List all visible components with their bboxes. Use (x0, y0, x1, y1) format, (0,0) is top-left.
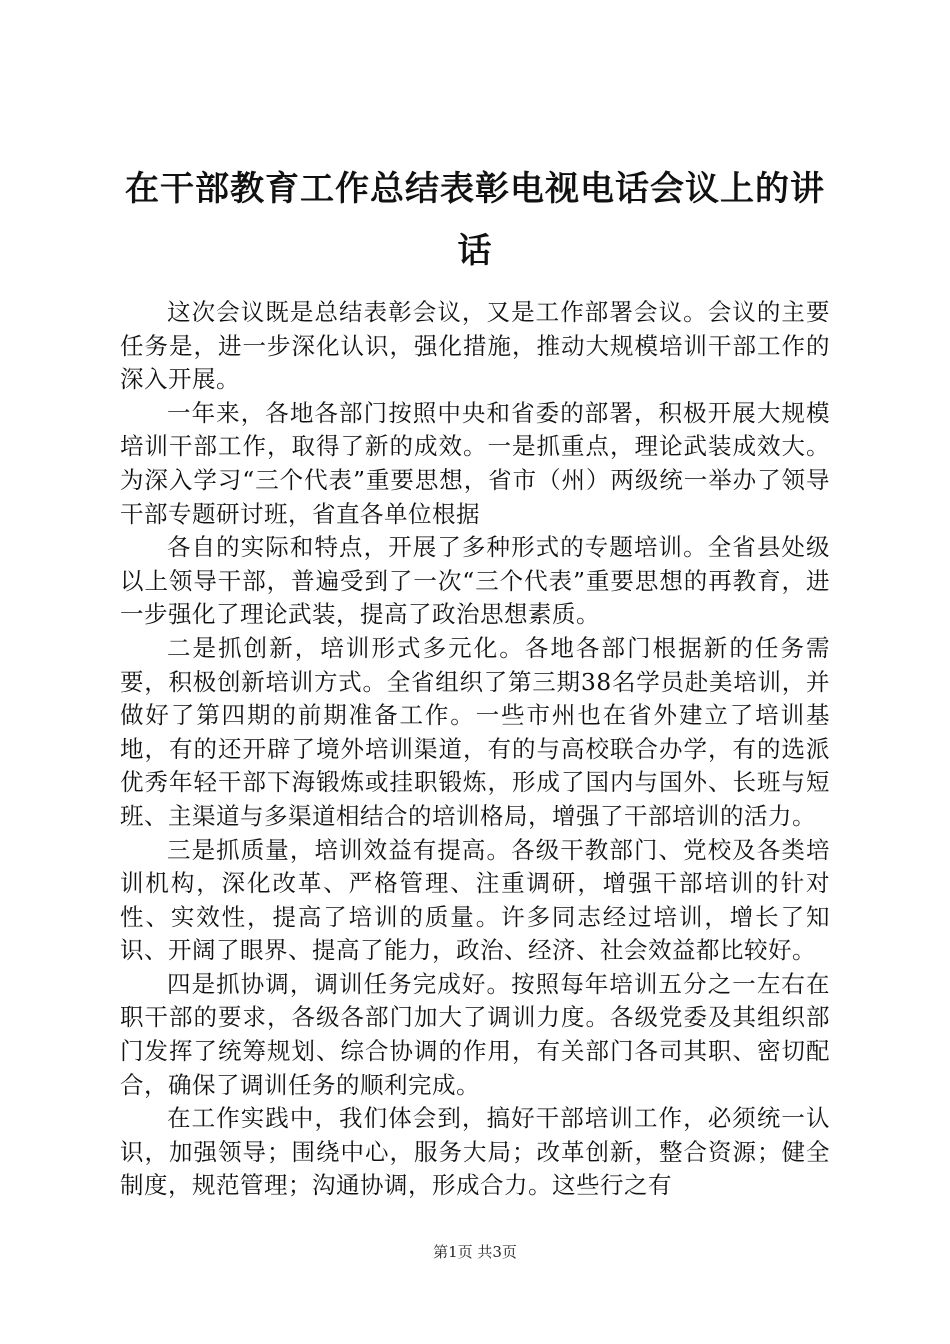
document-title: 在干部教育工作总结表彰电视电话会议上的讲话 (125, 169, 825, 271)
paragraph-2: 一年来，各地各部门按照中央和省委的部署，积极开展大规模培训干部工作，取得了新的成效。一是抓重点，理论武装成效大。为深入学习“三个代表”重要思想，省市（州）两级统一举办了领导干部专题研讨班，省直各单位根据 (120, 398, 830, 528)
paragraph-7: 在工作实践中，我们体会到，搞好干部培训工作，必须统一认识，加强领导；围绕中心，服务大局；改革创新，整合资源；健全制度，规范管理；沟通协调，形成合力。这些行之有 (120, 1104, 830, 1200)
paragraph-6: 四是抓协调，调训任务完成好。按照每年培训五分之一左右在职干部的要求，各级各部门加大了调训力度。各级党委及其组织部门发挥了统筹规划、综合协调的作用，有关部门各司其职、密切配合，确保了调训任务的顺利完成。 (120, 969, 830, 1099)
paragraph-1: 这次会议既是总结表彰会议，又是工作部署会议。会议的主要任务是，进一步深化认识，强化措施，推动大规模培训干部工作的深入开展。 (120, 298, 830, 394)
page-number-footer: 第1页 共3页 (433, 1243, 517, 1261)
paragraph-4: 二是抓创新，培训形式多元化。各地各部门根据新的任务需要，积极创新培训方式。全省组织了第三期38名学员赴美培训，并做好了第四期的前期准备工作。一些市州也在省外建立了培训基地，有的还开辟了境外培训渠道，有的与高校联合办学，有的选派优秀年轻干部下海锻炼或挂职锻炼，形成了国内与国外、长班与短班、主渠道与多渠道相结合的培训格局，增强了干部培训的活力。 (120, 633, 830, 830)
paragraph-3: 各自的实际和特点，开展了多种形式的专题培训。全省县处级以上领导干部，普遍受到了一次“三个代表”重要思想的再教育，进一步强化了理论武装，提高了政治思想素质。 (120, 533, 830, 629)
paragraph-5: 三是抓质量，培训效益有提高。各级干教部门、党校及各类培训机构，深化改革、严格管理、注重调研，增强干部培训的针对性、实效性，提高了培训的质量。许多同志经过培训，增长了知识、开阔了眼界、提高了能力，政治、经济、社会效益都比较好。 (120, 835, 830, 965)
document-body (120, 296, 830, 1203)
